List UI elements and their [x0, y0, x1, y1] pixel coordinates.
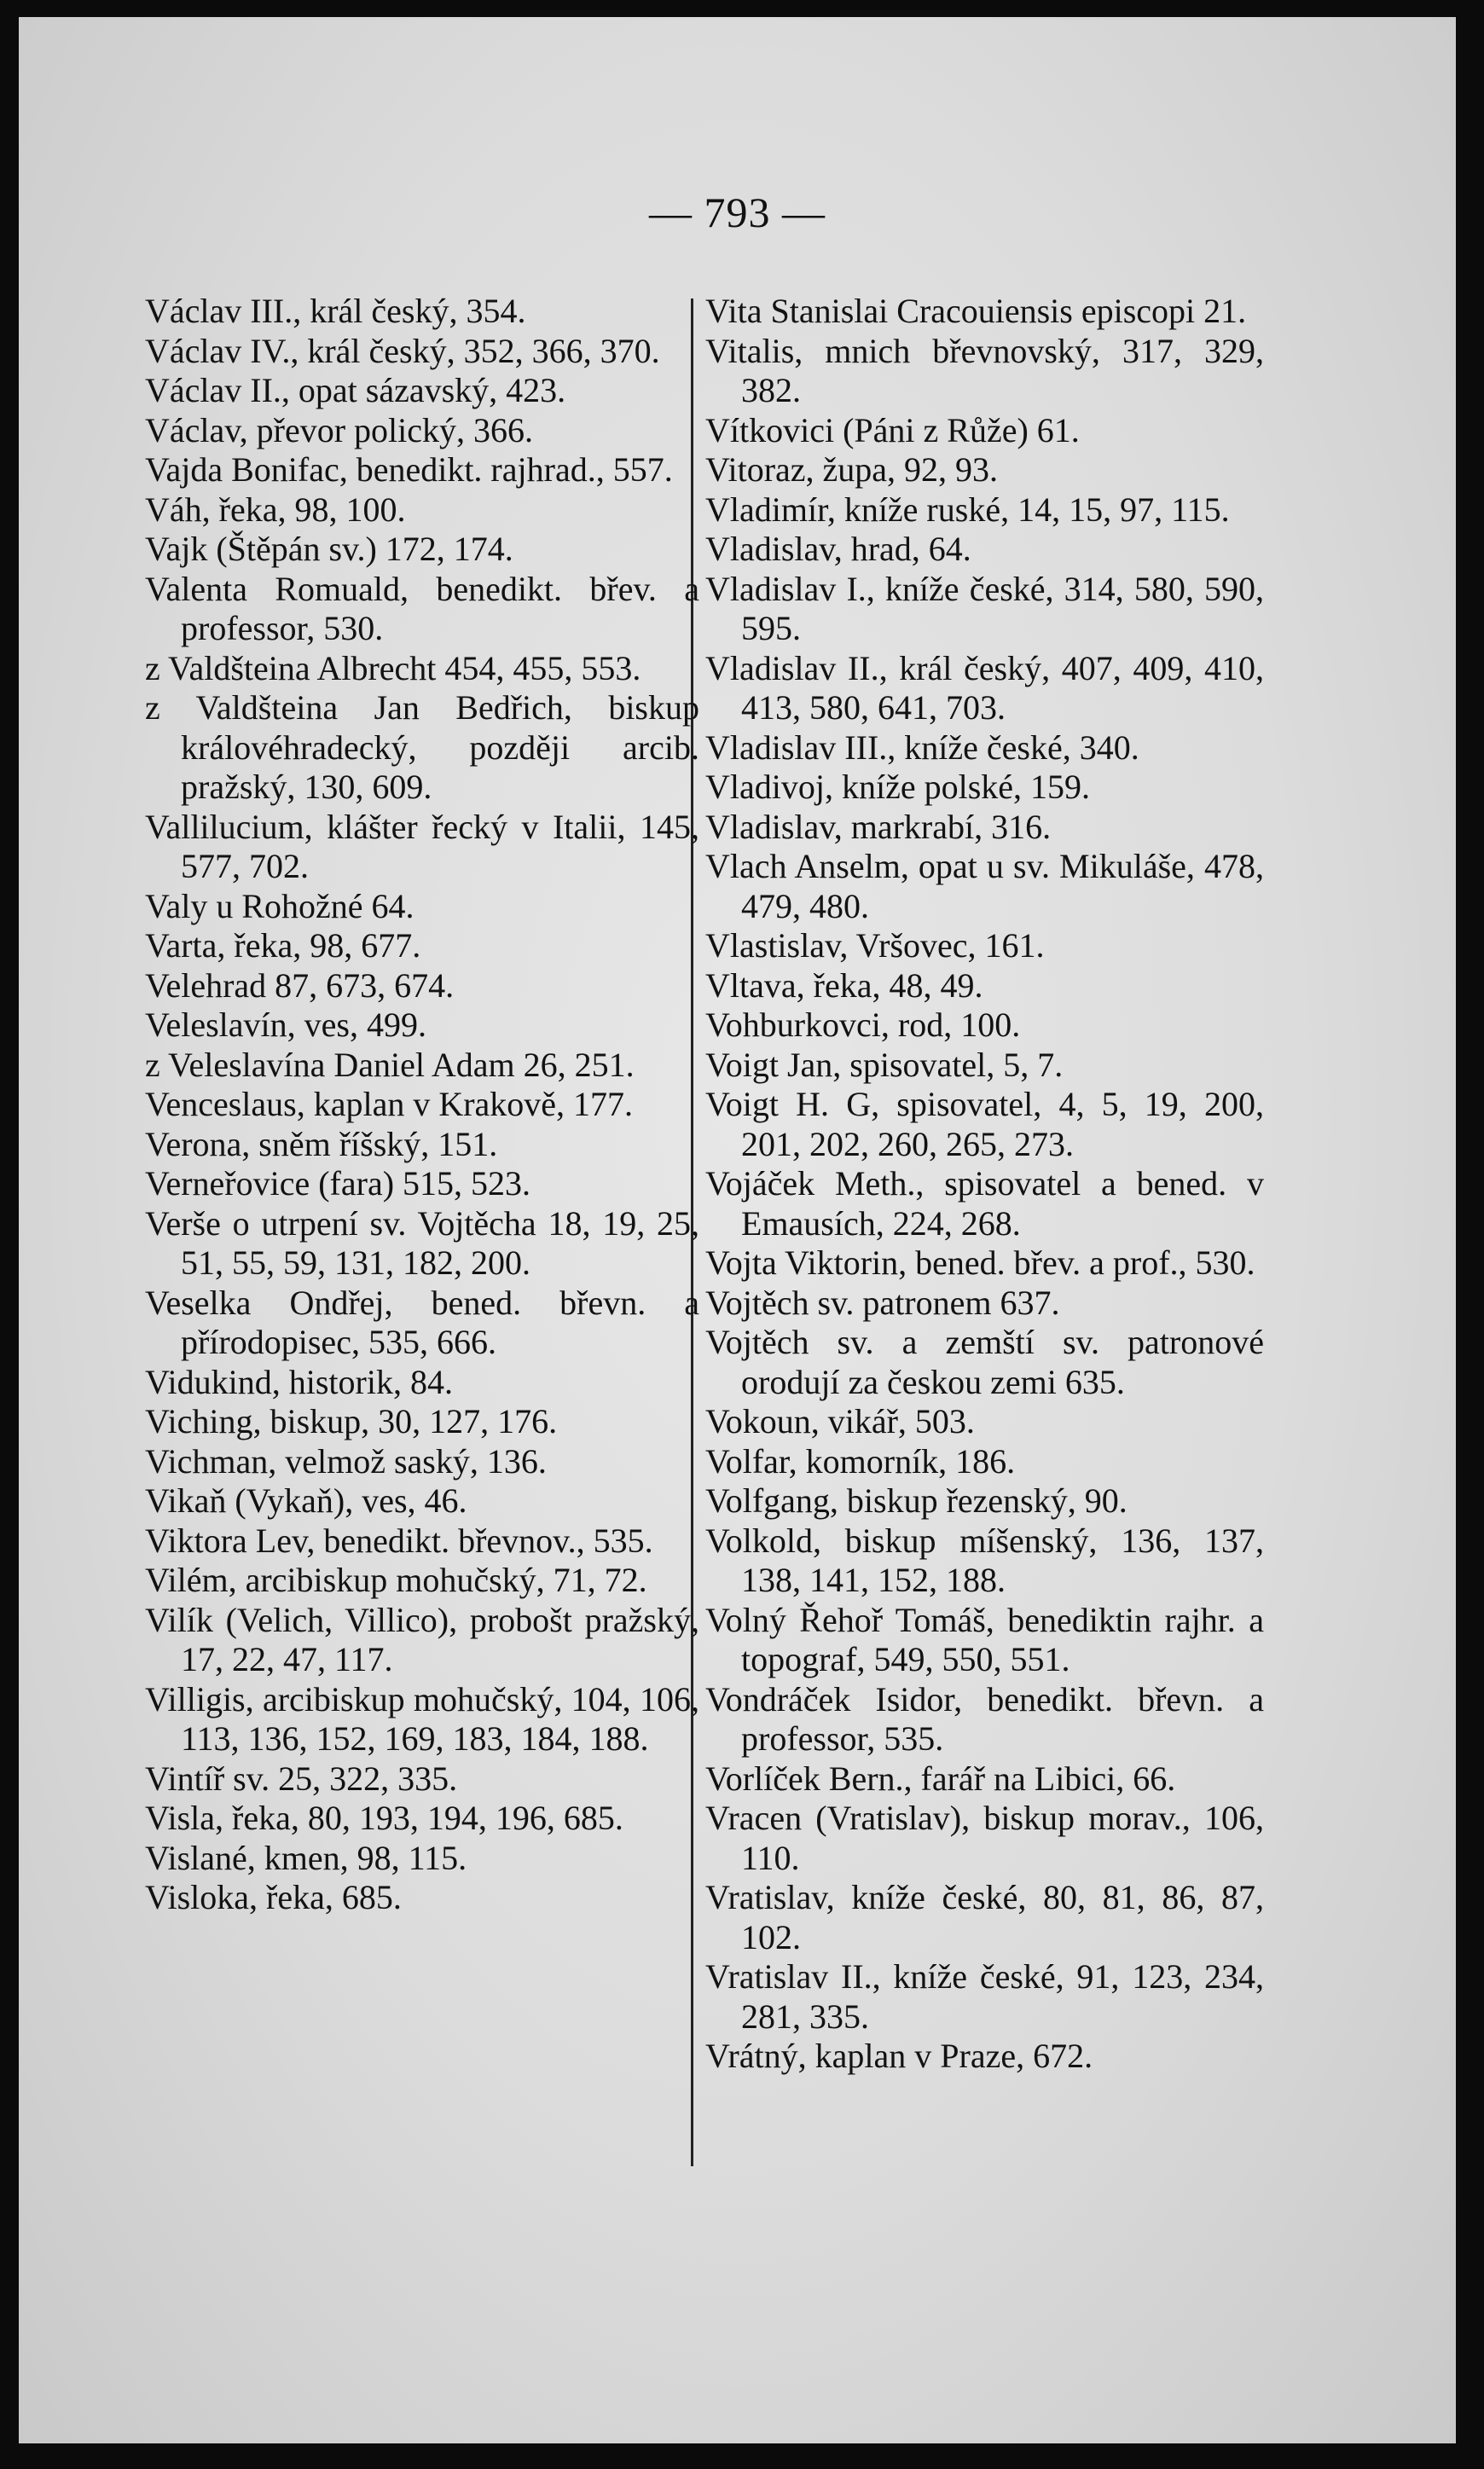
index-entry: Veselka Ondřej, bened. břevn. a přírodopisec, 535, 666. [145, 1283, 699, 1361]
index-entry: Vladislav, markrabí, 316. [705, 807, 1052, 846]
index-entry: Viktora Lev, benedikt. břevnov., 535. [145, 1521, 653, 1560]
index-entry: Vojáček Meth., spisovatel a bened. v Emausích, 224, 268. [705, 1164, 1264, 1243]
index-entry: Vratislav II., kníže české, 91, 123, 234, 281, 335. [705, 1957, 1264, 2036]
index-entry: Vislané, kmen, 98, 115. [145, 1838, 467, 1877]
index-entry: Valy u Rohožné 64. [145, 886, 414, 925]
index-entry: Voigt Jan, spisovatel, 5, 7. [705, 1045, 1064, 1084]
index-entry: Vorlíček Bern., farář na Libici, 66. [705, 1759, 1176, 1798]
index-entry: Vladislav III., kníže české, 340. [705, 727, 1139, 767]
index-entry: Vita Stanislai Cracouiensis episcopi 21. [705, 292, 1247, 330]
index-entry: Vlastislav, Vršovec, 161. [705, 926, 1045, 965]
index-entry: Vintíř sv. 25, 322, 335. [145, 1759, 458, 1798]
index-entry: Villigis, arcibiskup mohučský, 104, 106, 113, 136, 152, 169, 183, 184, 188. [145, 1679, 699, 1758]
index-entry: Verona, sněm říšský, 151. [145, 1124, 498, 1163]
index-entry: Vokoun, vikář, 503. [705, 1402, 975, 1440]
index-entry: Vohburkovci, rod, 100. [705, 1006, 1021, 1044]
index-entry: Veleslavín, ves, 499. [145, 1006, 426, 1044]
index-entry: Vltava, řeka, 48, 49. [705, 965, 983, 1005]
index-entry: Visloka, řeka, 685. [145, 1878, 402, 1916]
index-entry: Viching, biskup, 30, 127, 176. [145, 1402, 558, 1440]
index-entry: z Veleslavína Daniel Adam 26, 251. [145, 1045, 635, 1084]
index-entry: Váh, řeka, 98, 100. [145, 490, 406, 529]
left-index-column [145, 292, 699, 1918]
index-entry: Václav IV., král český, 352, 366, 370. [145, 331, 660, 370]
page-number: — 793 — [649, 188, 826, 236]
index-entry: Vajda Bonifac, benedikt. rajhrad., 557. [145, 450, 673, 489]
index-entry: Vallilucium, klášter řecký v Italii, 145, 577, 702. [145, 807, 699, 885]
index-entry: Václav II., opat sázavský, 423. [145, 371, 566, 409]
index-entry: Vojtěch sv. patronem 637. [705, 1283, 1060, 1322]
index-entry: Vojta Viktorin, bened. břev. a prof., 530. [705, 1243, 1255, 1282]
index-entry: Vajk (Štěpán sv.) 172, 174. [145, 530, 513, 568]
index-entry: Varta, řeka, 98, 677. [145, 926, 421, 965]
index-entry: Vilém, arcibiskup mohučský, 71, 72. [145, 1561, 647, 1599]
index-entry: Vítkovici (Páni z Růže) 61. [705, 410, 1080, 449]
index-entry: Václav, převor polický, 366. [145, 410, 534, 449]
index-entry: Václav III., král český, 354. [145, 292, 526, 330]
index-entry: Valenta Romuald, benedikt. břev. a professor, 530. [145, 569, 699, 647]
book-page [19, 17, 1456, 2443]
index-entry: Vracen (Vratislav), biskup morav., 106, 110. [705, 1799, 1264, 1877]
index-entry: Vilík (Velich, Villico), probošt pražský, 17, 22, 47, 117. [145, 1600, 699, 1678]
index-entry: Volfar, komorník, 186. [705, 1441, 1016, 1481]
right-index-column [705, 292, 1264, 2077]
index-entry: Volný Řehoř Tomáš, benediktin rajhr. a topograf, 549, 550, 551. [705, 1600, 1264, 1678]
index-entry: Verše o utrpení sv. Vojtěcha 18, 19, 25, 51, 55, 59, 131, 182, 200. [145, 1203, 699, 1282]
index-entry: Vratislav, kníže české, 80, 81, 86, 87, 102. [705, 1878, 1264, 1956]
index-entry: z Valdšteina Jan Bedřich, biskup královéhradecký, později arcib. pražský, 130, 609. [145, 688, 699, 806]
index-entry: Volkold, biskup míšenský, 136, 137, 138, 141, 152, 188. [705, 1521, 1264, 1599]
index-entry: z Valdšteina Albrecht 454, 455, 553. [145, 648, 641, 687]
index-entry: Vidukind, historik, 84. [145, 1362, 453, 1401]
index-entry: Vitoraz, župa, 92, 93. [705, 450, 999, 489]
index-entry: Volfgang, biskup řezenský, 90. [705, 1481, 1127, 1520]
index-entry: Vitalis, mnich břevnovský, 317, 329, 382. [705, 331, 1264, 409]
index-entry: Venceslaus, kaplan v Krakově, 177. [145, 1085, 634, 1123]
index-entry: Vladislav, hrad, 64. [705, 530, 971, 568]
index-entry: Voigt H. G, spisovatel, 4, 5, 19, 200, 201, 202, 260, 265, 273. [705, 1085, 1264, 1163]
index-entry: Vladimír, kníže ruské, 14, 15, 97, 115. [705, 490, 1230, 529]
index-entry: Vladivoj, kníže polské, 159. [705, 768, 1091, 806]
index-entry: Verneřovice (fara) 515, 523. [145, 1164, 531, 1203]
index-entry: Velehrad 87, 673, 674. [145, 965, 455, 1005]
index-entry: Vlach Anselm, opat u sv. Mikuláše, 478, 479, 480. [705, 847, 1264, 925]
index-entry: Vladislav I., kníže české, 314, 580, 590, 595. [705, 569, 1264, 647]
index-entry: Vladislav II., král český, 407, 409, 410, 413, 580, 641, 703. [705, 648, 1264, 727]
index-entry: Vrátný, kaplan v Praze, 672. [705, 2037, 1093, 2075]
index-entry: Visla, řeka, 80, 193, 194, 196, 685. [145, 1799, 623, 1837]
index-entry: Vojtěch sv. a zemští sv. patronové orodují za českou zemi 635. [705, 1323, 1264, 1401]
index-entry: Vondráček Isidor, benedikt. břevn. a professor, 535. [705, 1679, 1264, 1758]
index-entry: Vichman, velmož saský, 136. [145, 1441, 547, 1481]
index-entry: Vikaň (Vykaň), ves, 46. [145, 1481, 467, 1520]
